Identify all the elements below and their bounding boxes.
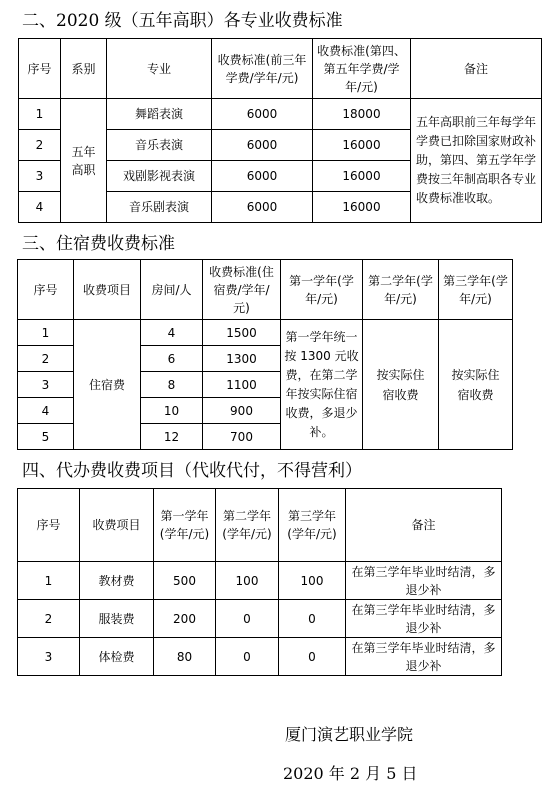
section-3-heading: 三、住宿费收费标准 (22, 234, 175, 254)
row-number: 1 (18, 562, 80, 600)
year1-note-cell: 第一学年统一按 1300 元收费，在第二学年按实际住宿收费，多退少补。 (281, 320, 363, 450)
row-number: 4 (18, 398, 74, 424)
section-4-heading: 四、代办费收费项目（代收代付，不得营利） (22, 461, 362, 481)
fee-cell: 700 (203, 424, 281, 450)
room-cell: 10 (141, 398, 203, 424)
fee-cell: 6000 (212, 99, 313, 130)
fee-cell: 100 (279, 562, 346, 600)
header-cell: 第二学年(学年/元) (216, 489, 279, 562)
header-cell: 系别 (61, 39, 107, 99)
fee-cell: 0 (279, 600, 346, 638)
header-cell: 序号 (18, 260, 74, 320)
room-cell: 4 (141, 320, 203, 346)
housing-fee-table (17, 259, 513, 450)
major-cell: 舞蹈表演 (107, 99, 212, 130)
header-cell: 第一学年(学年/元) (154, 489, 216, 562)
table-row (18, 320, 513, 346)
issue-date: 2020 年 2 月 5 日 (283, 764, 418, 783)
row-number: 1 (18, 320, 74, 346)
fee-cell: 1300 (203, 346, 281, 372)
header-cell: 收费项目 (80, 489, 154, 562)
table-row (19, 99, 542, 130)
header-cell: 备注 (346, 489, 502, 562)
item-cell: 服装费 (80, 600, 154, 638)
fee-cell: 16000 (313, 192, 411, 223)
room-cell: 6 (141, 346, 203, 372)
fee-cell: 900 (203, 398, 281, 424)
note-cell: 在第三学年毕业时结清，多退少补 (346, 600, 502, 638)
year2-note-cell: 按实际住宿收费 (363, 320, 439, 450)
fee-cell: 6000 (212, 161, 313, 192)
fee-cell: 6000 (212, 192, 313, 223)
major-cell: 音乐剧表演 (107, 192, 212, 223)
row-number: 5 (18, 424, 74, 450)
note-cell: 在第三学年毕业时结清，多退少补 (346, 562, 502, 600)
row-number: 2 (18, 346, 74, 372)
major-cell: 戏剧影视表演 (107, 161, 212, 192)
row-number: 2 (19, 130, 61, 161)
header-cell: 序号 (18, 489, 80, 562)
fee-cell: 0 (279, 638, 346, 676)
row-number: 2 (18, 600, 80, 638)
header-cell: 收费项目 (74, 260, 141, 320)
fee-cell: 0 (216, 600, 279, 638)
item-cell: 体检费 (80, 638, 154, 676)
item-cell: 住宿费 (74, 320, 141, 450)
item-cell: 教材费 (80, 562, 154, 600)
fee-cell: 18000 (313, 99, 411, 130)
table-row (18, 600, 502, 638)
row-number: 3 (18, 638, 80, 676)
header-cell: 第三学年(学年/元) (279, 489, 346, 562)
year3-note-cell: 按实际住宿收费 (439, 320, 513, 450)
header-cell: 第三学年(学年/元) (439, 260, 513, 320)
table-row (18, 562, 502, 600)
fee-cell: 16000 (313, 130, 411, 161)
row-number: 3 (19, 161, 61, 192)
header-cell: 备注 (411, 39, 542, 99)
fee-cell: 500 (154, 562, 216, 600)
dept-cell: 五年高职 (61, 99, 107, 223)
room-cell: 8 (141, 372, 203, 398)
note-cell: 五年高职前三年每学年学费已扣除国家财政补助，第四、第五学年学费按三年制高职各专业收费标准收取。 (411, 99, 542, 223)
header-cell: 序号 (19, 39, 61, 99)
header-cell: 收费标准(前三年学费/学年/元) (212, 39, 313, 99)
fee-cell: 80 (154, 638, 216, 676)
note-cell: 在第三学年毕业时结清，多退少补 (346, 638, 502, 676)
fee-cell: 16000 (313, 161, 411, 192)
fee-cell: 200 (154, 600, 216, 638)
fee-cell: 6000 (212, 130, 313, 161)
major-cell: 音乐表演 (107, 130, 212, 161)
fee-cell: 1500 (203, 320, 281, 346)
major-fee-table (18, 38, 542, 223)
table-row (18, 638, 502, 676)
row-number: 4 (19, 192, 61, 223)
row-number: 3 (18, 372, 74, 398)
agency-fee-table (17, 488, 502, 676)
issuing-organization: 厦门演艺职业学院 (285, 725, 414, 744)
header-cell: 房间/人 (141, 260, 203, 320)
fee-cell: 100 (216, 562, 279, 600)
row-number: 1 (19, 99, 61, 130)
fee-cell: 0 (216, 638, 279, 676)
header-cell: 第二学年(学年/元) (363, 260, 439, 320)
header-cell: 第一学年(学年/元) (281, 260, 363, 320)
fee-cell: 1100 (203, 372, 281, 398)
section-2-heading: 二、2020 级（五年高职）各专业收费标准 (22, 11, 343, 31)
header-cell: 收费标准(住宿费/学年/元) (203, 260, 281, 320)
header-cell: 专业 (107, 39, 212, 99)
header-cell: 收费标准(第四、第五年学费/学年/元) (313, 39, 411, 99)
room-cell: 12 (141, 424, 203, 450)
